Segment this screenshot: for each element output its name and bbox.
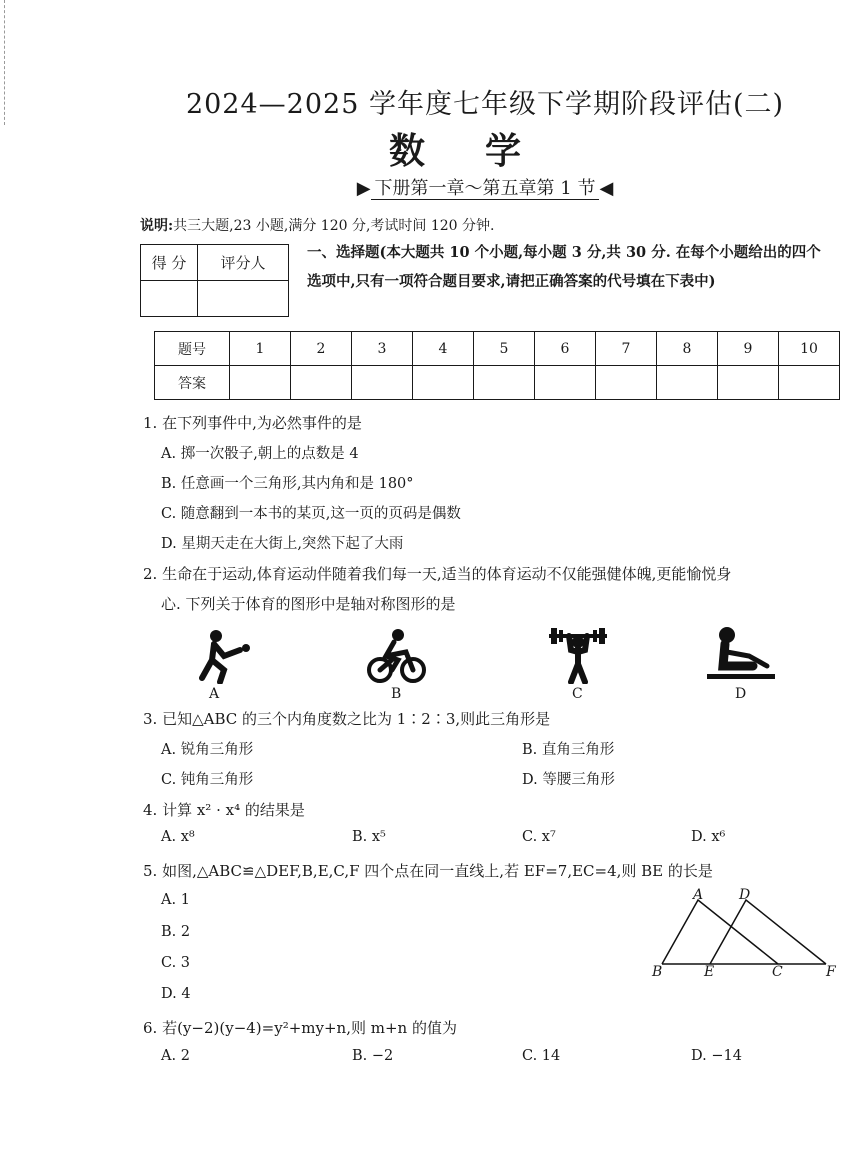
q6-option-d: D. −14 [691, 1048, 742, 1064]
answer-cell[interactable] [291, 366, 352, 400]
q2-figure-label-b: B [391, 686, 402, 702]
answer-label: 答案 [155, 366, 230, 400]
question-number-label: 题号 [155, 332, 230, 366]
note-text: 共三大题,23 小题,满分 120 分,考试时间 120 分钟. [173, 218, 495, 234]
q5-point-e: E [704, 964, 715, 980]
answer-cell[interactable] [413, 366, 474, 400]
q5-option-d: D. 4 [161, 986, 191, 1002]
answer-table [154, 331, 840, 400]
exam-scope [0, 174, 860, 200]
question-number: 7 [596, 332, 657, 366]
scope-arrow-left: ▶ [356, 178, 371, 199]
q3-option-b: B. 直角三角形 [522, 742, 615, 758]
q5-point-d: D [739, 887, 751, 903]
score-label: 得 分 [141, 245, 198, 281]
q5-option-a: A. 1 [161, 892, 190, 908]
score-table [140, 244, 289, 317]
scope-arrow-right: ◀ [599, 178, 614, 199]
question-number: 2 [291, 332, 352, 366]
grader-label: 评分人 [198, 245, 289, 281]
question-number: 4 [413, 332, 474, 366]
answer-cell[interactable] [535, 366, 596, 400]
q2-figure-label-a: A [209, 686, 220, 702]
q5-stem: 5. 如图,△ABC≌△DEF,B,E,C,F 四个点在同一直线上,若 EF=7,EC=4,则 BE 的长是 [143, 862, 713, 880]
q3-option-a: A. 锐角三角形 [161, 742, 254, 758]
weightlifter-icon [547, 626, 609, 684]
answer-cell[interactable] [230, 366, 291, 400]
q3-option-c: C. 钝角三角形 [161, 772, 254, 788]
section1-heading: 一、选择题(本大题共 10 个小题,每小题 3 分,共 30 分. 在每个小题给出的四个选项中,只有一项符合题目要求,请把正确答案的代号填在下表中) [307, 244, 821, 290]
answer-cell[interactable] [596, 366, 657, 400]
q4-option-d: D. x⁶ [691, 829, 726, 845]
q5-point-b: B [652, 964, 663, 980]
q2-stem-line1: 2. 生命在于运动,体育运动伴随着我们每一天,适当的体育运动不仅能强健体魄,更能愉悦身 [143, 565, 732, 583]
q6-option-b: B. −2 [352, 1048, 394, 1064]
answer-cell[interactable] [718, 366, 779, 400]
q4-option-c: C. x⁷ [522, 829, 556, 845]
question-number: 6 [535, 332, 596, 366]
rower-icon [705, 626, 777, 682]
subject-title: 数学 [388, 130, 581, 172]
q2-stem-line2: 心. 下列关于体育的图形中是轴对称图形的是 [161, 595, 456, 613]
q1-option-b: B. 任意画一个三角形,其内角和是 180° [161, 476, 414, 492]
q6-option-c: C. 14 [522, 1048, 561, 1064]
q4-option-a: A. x⁸ [161, 829, 195, 845]
q6-option-a: A. 2 [161, 1048, 190, 1064]
q5-point-f: F [826, 964, 836, 980]
answer-cell[interactable] [657, 366, 718, 400]
triangle-def [710, 900, 826, 964]
q3-stem: 3. 已知△ABC 的三个内角度数之比为 1∶2∶3,则此三角形是 [143, 710, 551, 728]
q5-option-c: C. 3 [161, 955, 191, 971]
question-number: 10 [779, 332, 840, 366]
question-number: 1 [230, 332, 291, 366]
question-number: 3 [352, 332, 413, 366]
q1-stem: 1. 在下列事件中,为必然事件的是 [143, 414, 362, 432]
question-number: 5 [474, 332, 535, 366]
q5-point-a: A [693, 887, 704, 903]
note-label: 说明: [140, 218, 174, 234]
q2-figure-label-d: D [735, 686, 747, 702]
cyclist-icon [366, 628, 428, 684]
q1-option-c: C. 随意翻到一本书的某页,这一页的页码是偶数 [161, 506, 461, 522]
answer-cell[interactable] [352, 366, 413, 400]
q1-option-d: D. 星期天走在大街上,突然下起了大雨 [161, 536, 404, 552]
q2-figure-label-c: C [572, 686, 583, 702]
question-number: 9 [718, 332, 779, 366]
q5-option-b: B. 2 [161, 924, 191, 940]
exam-instructions [140, 215, 494, 235]
scope-text: 下册第一章～第五章第 1 节 [371, 178, 600, 200]
question-number: 8 [657, 332, 718, 366]
triangle-abc [662, 900, 778, 964]
q1-option-a: A. 掷一次骰子,朝上的点数是 4 [161, 446, 359, 462]
exam-title: 2024—2025 学年度七年级下学期阶段评估(二) [185, 89, 785, 120]
grader-cell[interactable] [198, 281, 289, 317]
volleyball-player-icon [196, 628, 256, 684]
q4-stem: 4. 计算 x² · x⁴ 的结果是 [143, 801, 305, 819]
q6-stem: 6. 若(y−2)(y−4)=y²+my+n,则 m+n 的值为 [143, 1019, 457, 1037]
q4-option-b: B. x⁵ [352, 829, 386, 845]
q5-point-c: C [772, 964, 783, 980]
answer-cell[interactable] [474, 366, 535, 400]
answer-cell[interactable] [779, 366, 840, 400]
q3-option-d: D. 等腰三角形 [522, 772, 615, 788]
score-cell[interactable] [141, 281, 198, 317]
